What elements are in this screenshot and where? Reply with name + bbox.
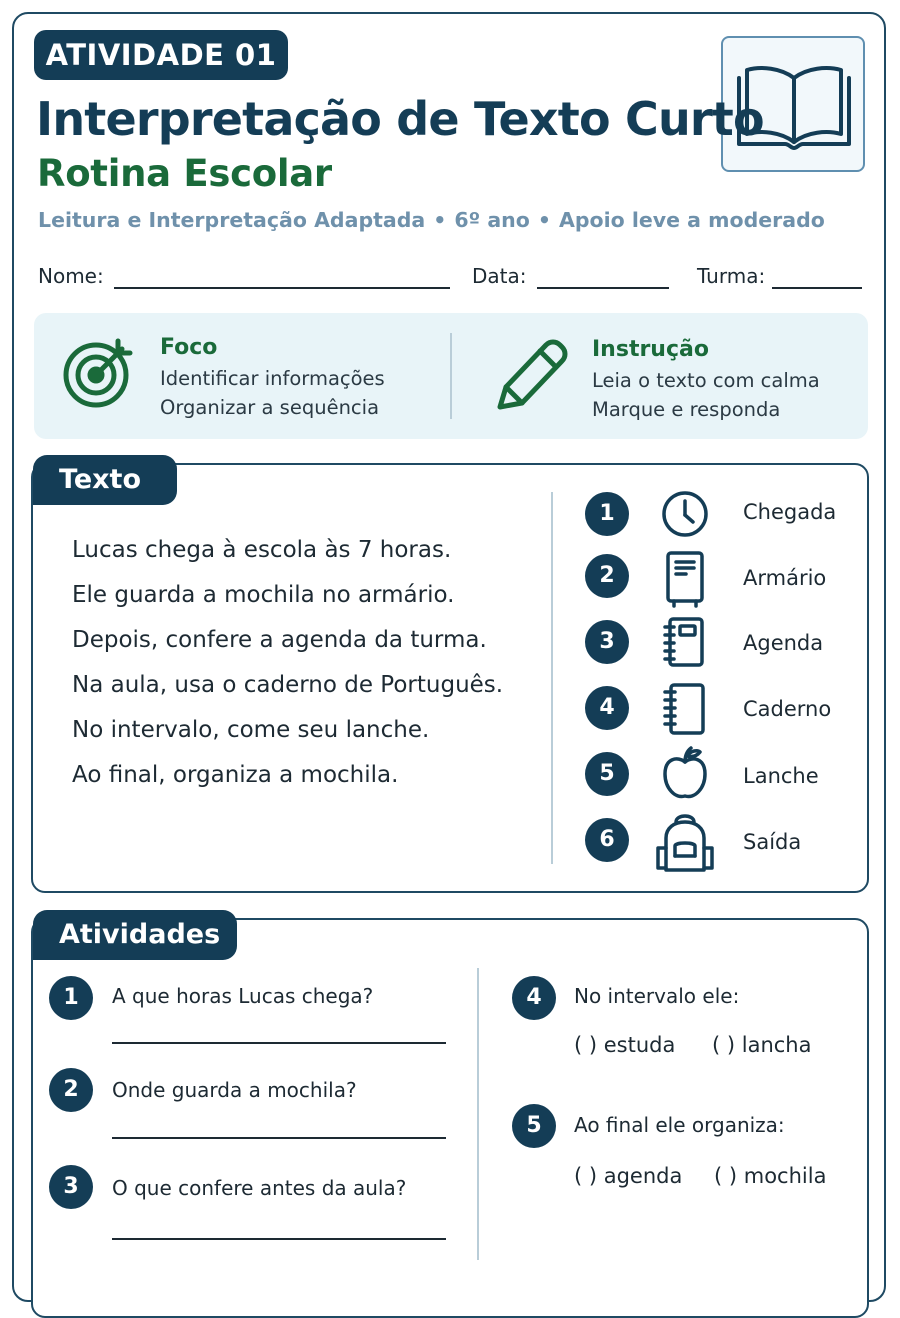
instruction-title: Instrução (592, 337, 709, 362)
sequence-number: 4 (585, 686, 629, 730)
focus-text (160, 364, 385, 422)
meta-separator: • (537, 208, 551, 232)
text-line: Ele guarda a mochila no armário. (72, 582, 455, 608)
question-number: 3 (49, 1165, 93, 1209)
answer-line[interactable] (112, 1137, 446, 1139)
focus-title: Foco (160, 335, 218, 360)
question-text: Ao final ele organiza: (574, 1113, 785, 1137)
answer-line[interactable] (112, 1042, 446, 1044)
question-text: Onde guarda a mochila? (112, 1078, 357, 1102)
focus-line: Identificar informações (160, 367, 385, 390)
text-line: Lucas chega à escola às 7 horas. (72, 537, 452, 563)
text-line: Na aula, usa o caderno de Português. (72, 672, 504, 698)
locker-icon (664, 550, 706, 608)
sequence-label: Agenda (743, 631, 824, 655)
instruction-line: Marque e responda (592, 398, 781, 421)
sequence-number: 2 (585, 554, 629, 598)
target-icon (60, 333, 136, 409)
option-checkbox[interactable]: ( ) agenda (574, 1164, 683, 1188)
question-number: 4 (512, 976, 556, 1020)
activity-badge: ATIVIDADE 01 (34, 30, 288, 80)
option-checkbox[interactable]: ( ) mochila (714, 1164, 827, 1188)
question-number: 2 (49, 1068, 93, 1112)
activities-divider (477, 968, 479, 1260)
question-text: A que horas Lucas chega? (112, 984, 374, 1008)
sequence-number: 6 (585, 818, 629, 862)
meta-support: Apoio leve a moderado (558, 208, 825, 232)
meta-line (38, 208, 825, 232)
text-line: No intervalo, come seu lanche. (72, 717, 430, 743)
class-label: Turma: (697, 264, 766, 288)
activities-section-tab: Atividades (33, 910, 237, 960)
sequence-label: Chegada (743, 500, 837, 524)
question-number: 5 (512, 1104, 556, 1148)
sequence-label: Armário (743, 566, 827, 590)
sequence-label: Saída (743, 830, 802, 854)
date-label: Data: (472, 264, 527, 288)
answer-line[interactable] (112, 1238, 446, 1240)
text-divider (551, 492, 553, 864)
sequence-label: Lanche (743, 764, 819, 788)
question-text: O que confere antes da aula? (112, 1176, 407, 1200)
backpack-icon (654, 812, 716, 874)
name-field[interactable] (114, 287, 450, 289)
focus-line: Organizar a sequência (160, 396, 380, 419)
text-section-tab: Texto (33, 455, 177, 505)
question-number: 1 (49, 976, 93, 1020)
name-label: Nome: (38, 264, 104, 288)
info-divider (450, 333, 452, 419)
agenda-icon (662, 616, 706, 670)
option-checkbox[interactable]: ( ) lancha (712, 1033, 812, 1057)
meta-grade: 6º ano (454, 208, 530, 232)
reading-text (72, 534, 503, 804)
question-text: No intervalo ele: (574, 984, 740, 1008)
instruction-text (592, 366, 820, 424)
meta-subject: Leitura e Interpretação Adaptada (38, 208, 426, 232)
sequence-number: 5 (585, 752, 629, 796)
class-field[interactable] (772, 287, 862, 289)
meta-separator: • (433, 208, 447, 232)
date-field[interactable] (537, 287, 669, 289)
page-title: Interpretação de Texto Curto (36, 92, 764, 146)
option-checkbox[interactable]: ( ) estuda (574, 1033, 676, 1057)
notebook-icon (662, 682, 706, 738)
instruction-line: Leia o texto com calma (592, 369, 820, 392)
page-subtitle: Rotina Escolar (37, 152, 332, 195)
sequence-number: 1 (585, 492, 629, 536)
info-panel (34, 313, 868, 439)
clock-icon (660, 489, 710, 539)
sequence-number: 3 (585, 620, 629, 664)
text-line: Depois, confere a agenda da turma. (72, 627, 487, 653)
pencil-icon (494, 333, 570, 413)
text-line: Ao final, organiza a mochila. (72, 762, 399, 788)
apple-icon (660, 746, 710, 802)
sequence-label: Caderno (743, 697, 832, 721)
